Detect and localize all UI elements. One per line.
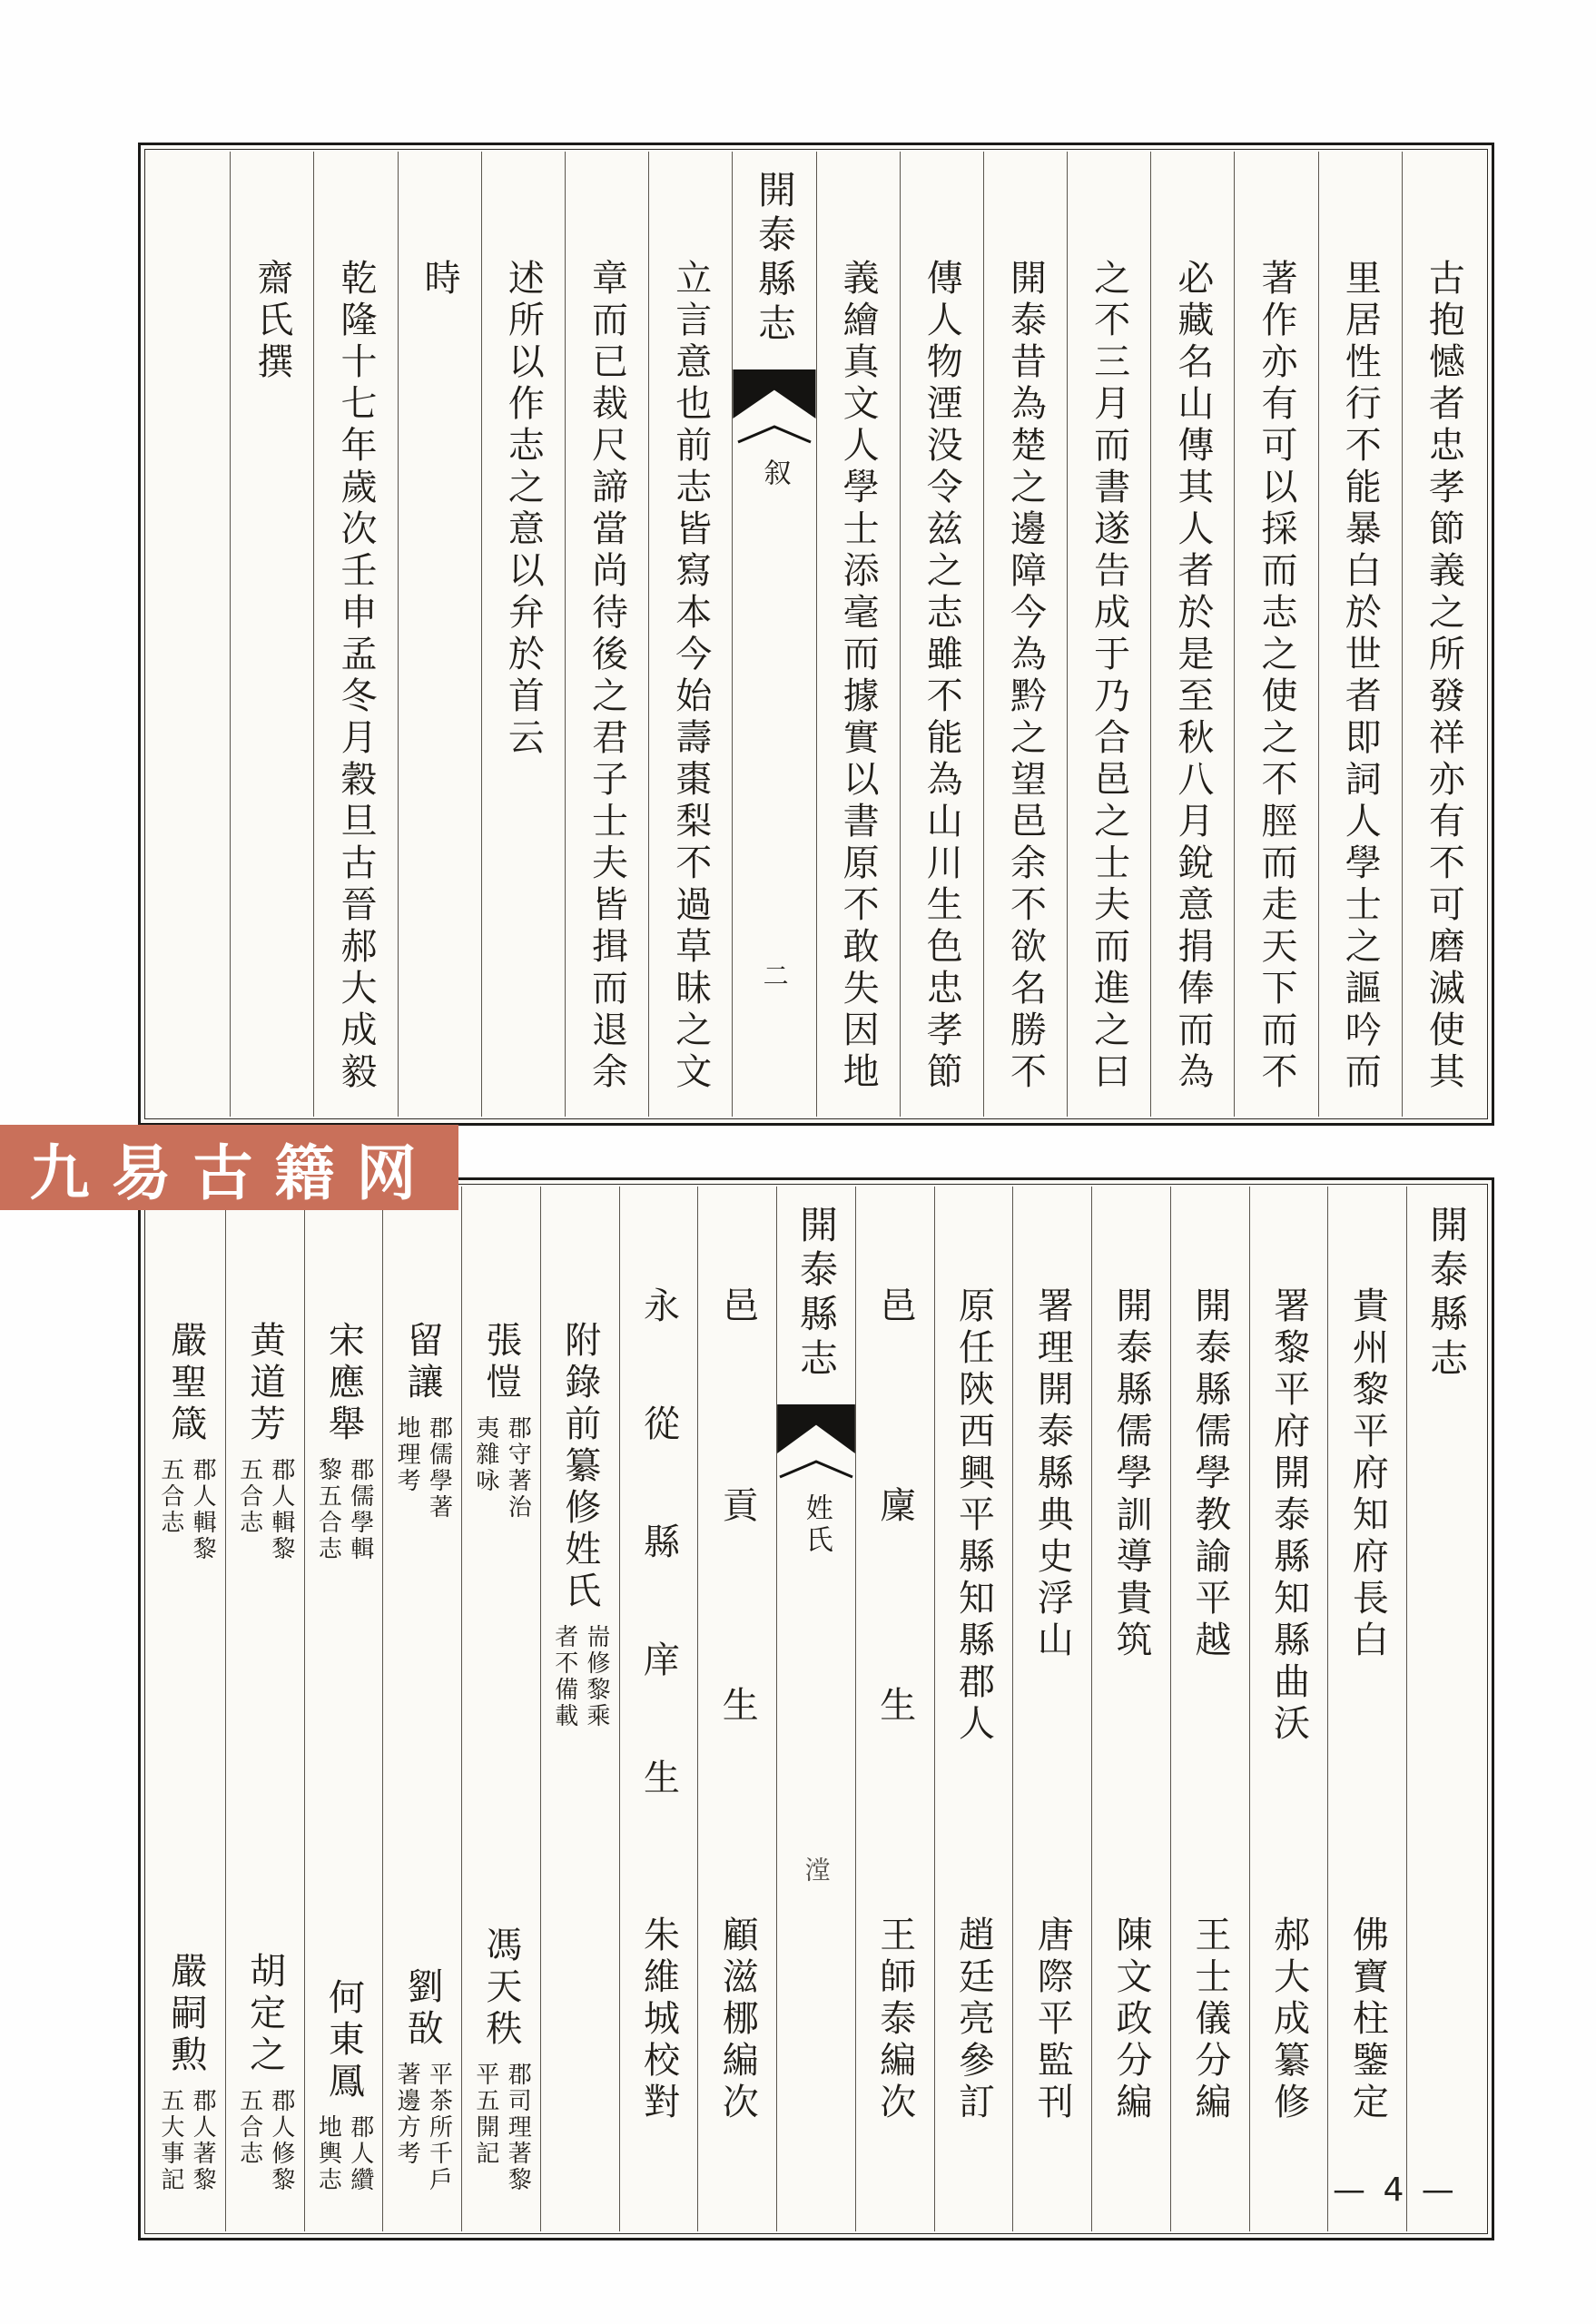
person-name-role: 趙廷亮參訂	[952, 1915, 995, 2124]
official-column	[1012, 1187, 1091, 2231]
text-column	[1150, 152, 1234, 1117]
text-column	[1067, 152, 1150, 1117]
person-name-role: 佛寶柱鑒定	[1346, 1915, 1389, 2124]
person-name-role: 郝大成纂修	[1267, 1915, 1310, 2124]
note-right: 郡人修黎	[267, 2088, 295, 2193]
text-column	[1234, 152, 1317, 1117]
office-title: 原任陝西興平縣知縣郡人	[952, 1286, 995, 1746]
text-column	[313, 152, 397, 1117]
compiler-column	[382, 1187, 461, 2231]
compiler-name: 胡定之	[243, 1952, 286, 2077]
appendix-heading-column	[540, 1187, 619, 2231]
note-left: 夷雜咏	[471, 1415, 499, 1494]
compiler-note	[236, 1457, 293, 1562]
names-columns	[147, 1187, 1485, 2231]
column-text: 立言意也前志皆寫本今始壽棗梨不過草昧之文	[669, 259, 712, 1094]
note-right: 郡守著治	[504, 1415, 532, 1521]
text-column	[1402, 152, 1485, 1117]
column-text: 里居性行不能暴白於世者即詞人學士之謳吟而	[1339, 259, 1382, 1094]
compiler-name: 劉敔	[401, 1967, 444, 2051]
compiler-entry	[473, 1925, 530, 2193]
column-text: 齋氏撰	[251, 259, 293, 384]
compiler-entry	[158, 1321, 215, 1562]
column-text: 述所以作志之意以弁於首云	[502, 259, 545, 760]
office-title: 署黎平府開泰縣知縣曲沃	[1267, 1286, 1310, 1746]
column-text: 古抱憾者忠孝節義之所發祥亦有不可磨滅使其	[1423, 259, 1465, 1094]
compiler-note	[315, 2114, 372, 2193]
note-left: 地理考	[393, 1415, 421, 1494]
compiler-note	[473, 2062, 530, 2193]
person-name-role: 王士儀分編	[1188, 1915, 1231, 2124]
office-title: 貴州黎平府知府長白	[1346, 1286, 1389, 1662]
note-left: 黎五合志	[314, 1457, 342, 1562]
note-left: 五大事記	[156, 2088, 184, 2193]
compiler-column	[304, 1187, 383, 2231]
book-title: 開泰縣志	[1424, 1205, 1470, 1383]
office-title: 開泰縣儒學訓導貴筑	[1110, 1286, 1153, 1662]
official-column	[619, 1187, 698, 2231]
compiler-note	[394, 1415, 451, 1521]
column-text: 時	[419, 259, 461, 300]
official-column	[855, 1187, 934, 2231]
text-column	[1318, 152, 1402, 1117]
compiler-name: 嚴聖箴	[164, 1321, 207, 1446]
compiler-entry	[315, 1978, 372, 2193]
text-column	[230, 152, 313, 1117]
note-left: 五合志	[156, 1457, 184, 1536]
compiler-note	[158, 2088, 215, 2193]
appendix-heading: 附錄前纂修姓氏	[558, 1321, 601, 1613]
compiler-name: 何東鳳	[322, 1978, 365, 2103]
column-text: 之不三月而書遂告成于乃合邑之士夫而進之曰	[1088, 259, 1130, 1094]
note-left: 地輿志	[314, 2114, 342, 2193]
column-text: 著作亦有可以採而志之使之不脛而走天下而不	[1256, 259, 1298, 1094]
note-right: 郡人輯黎	[267, 1457, 295, 1562]
column-text: 義繪真文人學士添毫而據實以書原不敢失因地	[837, 259, 880, 1094]
person-name-role: 唐際平監刊	[1031, 1915, 1074, 2124]
official-column	[697, 1187, 776, 2231]
folio-number: 二	[759, 962, 790, 990]
compiler-name: 張愷	[479, 1321, 522, 1404]
compiler-note	[158, 1457, 215, 1562]
note-left: 著邊方考	[393, 2062, 421, 2167]
compiler-name: 馮天秩	[479, 1925, 522, 2051]
column-text: 開泰昔為楚之邊障今為黔之望邑余不欲名勝不	[1004, 259, 1047, 1094]
column-text: 乾隆十七年歲次壬申孟冬月穀旦古晉郝大成毅	[334, 259, 377, 1094]
compiler-entry	[158, 1952, 215, 2193]
compiler-entry	[394, 1967, 451, 2193]
section-label: 叙	[758, 458, 791, 490]
appendix-note	[551, 1624, 608, 1729]
note-right: 郡司理著黎	[504, 2062, 532, 2193]
text-column	[648, 152, 732, 1117]
note-right: 郡儒學著	[425, 1415, 453, 1521]
compiler-note	[394, 2062, 451, 2193]
preface-page	[138, 143, 1494, 1126]
fishtail-ornament-icon	[733, 369, 815, 419]
text-column	[983, 152, 1067, 1117]
compiler-name: 嚴嗣勲	[164, 1952, 207, 2077]
note-left: 五合志	[235, 1457, 263, 1536]
compiler-note	[315, 1457, 372, 1562]
compiler-column	[147, 1187, 225, 2231]
note-right: 郡人纘	[346, 2114, 374, 2193]
compiler-note	[236, 2088, 293, 2193]
note-right: 郡人輯黎	[189, 1457, 217, 1562]
page-number: — 4 —	[1333, 2171, 1458, 2209]
office-title: 邑貢生	[716, 1286, 759, 1886]
compiler-note	[473, 1415, 530, 1521]
compiler-entry	[315, 1321, 372, 1562]
note-right: 郡儒學輯	[346, 1457, 374, 1562]
book-title: 開泰縣志	[752, 170, 797, 348]
office-title: 永從縣庠生	[637, 1286, 680, 1876]
compiler-entry	[473, 1321, 530, 1521]
text-column	[481, 152, 565, 1117]
section-label: 姓氏	[800, 1493, 832, 1557]
compiler-entry	[236, 1952, 293, 2193]
compiler-entry	[236, 1321, 293, 1562]
note-right: 平茶所千戶	[425, 2062, 453, 2193]
center-title-column	[776, 1187, 855, 2231]
text-column	[565, 152, 648, 1117]
compiler-name: 黄道芳	[243, 1321, 286, 1446]
compiler-entry	[394, 1321, 451, 1521]
official-column	[1327, 1187, 1406, 2231]
names-page	[138, 1177, 1494, 2240]
text-column	[816, 152, 900, 1117]
text-column	[398, 152, 481, 1117]
office-title: 開泰縣儒學教諭平越	[1188, 1286, 1231, 1662]
note-right: 郡人著黎	[189, 2088, 217, 2193]
compiler-column	[225, 1187, 304, 2231]
center-title-column	[732, 152, 815, 1117]
office-title: 署理開泰縣典史浮山	[1031, 1286, 1074, 1662]
person-name-role: 朱維城校對	[637, 1915, 680, 2124]
column-text: 章而已裁尺諦當尚待後之君子士夫皆揖而退余	[586, 259, 628, 1094]
book-title: 開泰縣志	[794, 1205, 840, 1383]
official-column	[1091, 1187, 1170, 2231]
fishtail-ornament-icon	[777, 1404, 855, 1453]
official-column	[934, 1187, 1013, 2231]
watermark-text: 九易古籍网	[29, 1137, 438, 1208]
note-left: 者不備載	[550, 1624, 578, 1729]
folio-smudge: 漟	[801, 1856, 832, 1885]
watermark-banner	[0, 1125, 458, 1210]
compiler-column	[461, 1187, 540, 2231]
column-text: 必藏名山傳其人者於是至秋八月銳意捐俸而為	[1171, 259, 1214, 1094]
official-column	[1249, 1187, 1328, 2231]
note-left: 平五開記	[471, 2062, 499, 2167]
official-column	[1170, 1187, 1249, 2231]
preface-columns	[147, 152, 1485, 1117]
chevron-ornament-icon	[735, 424, 813, 444]
note-left: 五合志	[235, 2088, 263, 2167]
header-title-column	[1406, 1187, 1485, 2231]
person-name-role: 王師泰編次	[873, 1915, 916, 2124]
chevron-ornament-icon	[777, 1459, 855, 1479]
column-text: 傳人物湮没令兹之志雖不能為山川生色忠孝節	[921, 259, 963, 1094]
text-column	[900, 152, 983, 1117]
empty-column	[147, 152, 230, 1117]
compiler-name: 留讓	[401, 1321, 444, 1404]
person-name-role: 顧滋梛編次	[716, 1915, 759, 2124]
note-right: 耑修黎乘	[582, 1624, 610, 1729]
compiler-name: 宋應舉	[322, 1321, 365, 1446]
office-title: 邑廩生	[873, 1286, 916, 1886]
person-name-role: 陳文政分編	[1110, 1915, 1153, 2124]
